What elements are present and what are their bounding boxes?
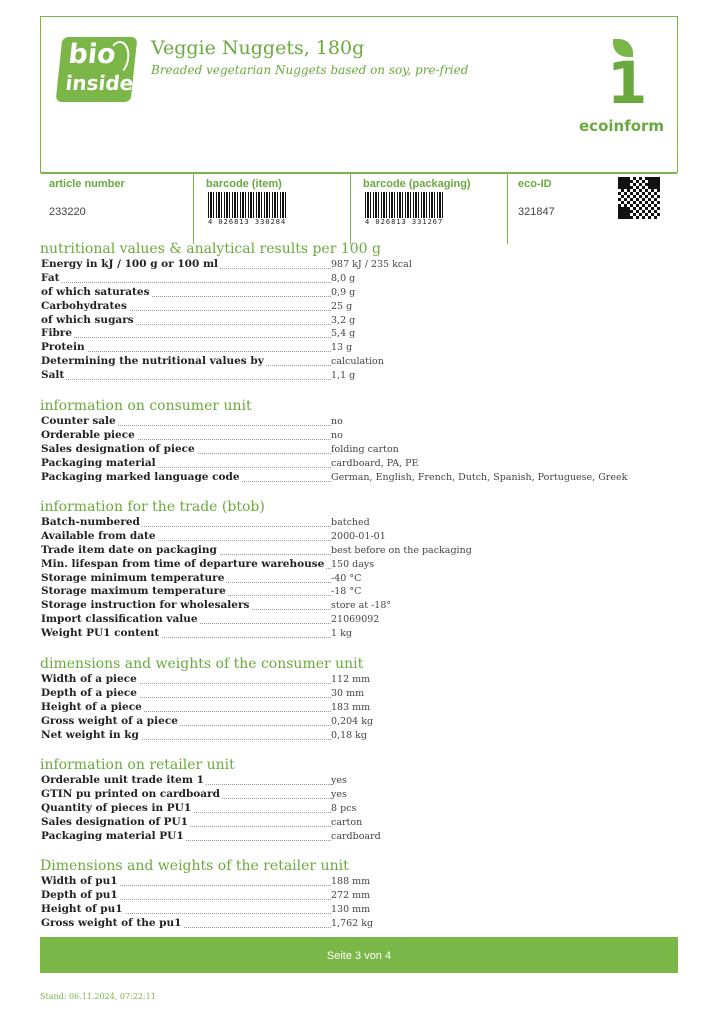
product-subtitle: Breaded vegetarian Nuggets based on soy, pre-fried <box>151 63 469 77</box>
row-label: Orderable unit trade item 1 <box>41 774 204 786</box>
data-row <box>40 788 680 802</box>
row-label: Import classification value <box>41 613 198 626</box>
section-title: information on retailer unit <box>40 757 235 773</box>
row-label: Storage instruction for wholesalers <box>41 599 250 612</box>
data-row <box>40 729 680 743</box>
row-label: Batch-numbered <box>41 516 140 528</box>
article-number-label: article number <box>49 178 125 190</box>
row-label: of which sugars <box>41 313 134 326</box>
row-label: Counter sale <box>41 415 116 427</box>
row-value: folding carton <box>331 443 399 455</box>
row-label: Available from date <box>41 529 156 542</box>
section <box>40 240 680 383</box>
data-row <box>40 471 680 485</box>
data-row <box>40 889 680 903</box>
row-value: no <box>331 416 343 427</box>
row-value: 0,9 g <box>331 286 356 298</box>
data-row <box>40 585 680 599</box>
data-row <box>40 816 680 830</box>
data-row <box>40 429 680 443</box>
row-value: no <box>331 429 343 441</box>
qr-code-icon <box>618 177 660 219</box>
row-value: best before on the packaging <box>331 544 472 556</box>
dotted-leader <box>41 379 331 380</box>
row-value: -40 °C <box>331 572 362 584</box>
section <box>40 397 680 484</box>
row-label: GTIN pu printed on cardboard <box>41 787 220 800</box>
dotted-leader <box>41 337 331 338</box>
section <box>40 655 680 742</box>
data-row <box>40 774 680 788</box>
section-title: information on consumer unit <box>40 398 252 414</box>
row-value: 13 g <box>331 342 353 354</box>
data-row <box>40 272 680 286</box>
row-label: Carbohydrates <box>41 299 127 312</box>
data-row <box>40 544 680 558</box>
barcode-item-cell <box>194 174 351 244</box>
barcode-item-number: 4 026813 330284 <box>208 218 287 226</box>
row-label: of which saturates <box>41 285 150 298</box>
row-label: Energy in kJ / 100 g or 100 ml <box>41 258 219 270</box>
data-row <box>40 572 680 586</box>
section-title: dimensions and weights of the consumer unit <box>40 656 364 672</box>
row-value: store at -18° <box>331 600 392 612</box>
row-value: yes <box>331 788 347 800</box>
row-label: Protein <box>41 341 85 354</box>
row-value: 8 pcs <box>331 802 357 814</box>
section-title: Dimensions and weights of the retailer unit <box>40 858 349 874</box>
data-row <box>40 355 680 369</box>
ecoinform-logo <box>579 39 663 139</box>
row-value: 8,0 g <box>331 272 356 284</box>
ecoinform-wordmark: ecoinform <box>579 117 665 135</box>
product-title: Veggie Nuggets, 180g <box>151 37 365 59</box>
article-number-cell <box>41 174 194 244</box>
row-value: cardboard, PA, PE <box>331 457 419 469</box>
row-value: -18 °C <box>331 586 362 598</box>
bio-inside-logo <box>56 37 138 102</box>
row-value: 30 mm <box>331 687 365 699</box>
row-value: 1,1 g <box>331 370 356 382</box>
barcode-packaging-cell <box>351 174 508 244</box>
row-label: Height of a piece <box>41 700 142 713</box>
row-label: Storage minimum temperature <box>41 571 225 584</box>
row-label: Packaging material <box>41 456 156 469</box>
row-label: Weight PU1 content <box>41 627 160 640</box>
row-value: 2000-01-01 <box>331 530 386 542</box>
row-label: Quantity of pieces in PU1 <box>41 801 192 814</box>
barcode-item-label: barcode (item) <box>206 178 282 190</box>
data-row <box>40 673 680 687</box>
data-row <box>40 802 680 816</box>
row-value: 183 mm <box>331 701 371 713</box>
data-row <box>40 415 680 429</box>
row-label: Determining the nutritional values by <box>41 355 264 368</box>
section <box>40 756 680 843</box>
article-number-value: 233220 <box>49 206 86 218</box>
data-row <box>40 613 680 627</box>
data-row <box>40 314 680 328</box>
row-value: 1 kg <box>331 628 352 640</box>
data-row <box>40 599 680 613</box>
row-label: Sales designation of piece <box>41 442 195 455</box>
data-row <box>40 558 680 572</box>
row-label: Gross weight of the pu1 <box>41 916 182 929</box>
data-row <box>40 830 680 844</box>
row-label: Salt <box>41 369 65 382</box>
row-value: 3,2 g <box>331 314 356 326</box>
data-row <box>40 516 680 530</box>
data-row <box>40 701 680 715</box>
data-row <box>40 300 680 314</box>
ecoinform-digit: 1 <box>607 49 648 117</box>
page-footer-bar <box>40 937 678 973</box>
row-value: 112 mm <box>331 674 371 685</box>
barcode-packaging-icon <box>365 192 443 218</box>
row-value: batched <box>331 517 370 528</box>
row-label: Min. lifespan from time of departure warehouse <box>41 557 325 570</box>
data-row <box>40 341 680 355</box>
row-value: 5,4 g <box>331 328 356 340</box>
row-value: 0,18 kg <box>331 729 368 741</box>
row-value: 987 kJ / 235 kcal <box>331 259 412 270</box>
dotted-leader <box>41 282 331 283</box>
row-label: Net weight in kg <box>41 728 139 741</box>
row-label: Fat <box>41 271 60 284</box>
row-value: yes <box>331 775 347 786</box>
row-label: Packaging marked language code <box>41 470 240 483</box>
data-row <box>40 443 680 457</box>
logo-line-2: inside <box>64 71 135 95</box>
row-label: Sales designation of PU1 <box>41 815 188 828</box>
data-row <box>40 327 680 341</box>
row-label: Width of pu1 <box>41 875 118 887</box>
row-label: Gross weight of a piece <box>41 714 178 727</box>
section-title: nutritional values & analytical results per 100 g <box>40 241 381 257</box>
row-value: carton <box>331 816 363 828</box>
row-value: cardboard <box>331 830 381 842</box>
row-label: Depth of a piece <box>41 686 137 699</box>
page-number: Seite 3 von 4 <box>326 950 392 962</box>
row-value: 21069092 <box>331 614 380 626</box>
data-row <box>40 875 680 889</box>
row-value: 25 g <box>331 300 353 312</box>
section-title: information for the trade (btob) <box>40 499 265 515</box>
product-header <box>40 16 678 226</box>
row-value: 272 mm <box>331 889 371 901</box>
section <box>40 857 680 931</box>
stand-timestamp: Stand: 06.11.2024, 07:22:11 <box>40 992 156 1001</box>
barcode-item-icon <box>208 192 286 218</box>
data-row <box>40 530 680 544</box>
id-row <box>41 173 677 244</box>
row-value: 150 days <box>331 558 375 570</box>
data-row <box>40 258 680 272</box>
row-label: Height of pu1 <box>41 902 123 915</box>
data-row <box>40 457 680 471</box>
eco-id-value: 321847 <box>518 206 555 218</box>
data-row <box>40 687 680 701</box>
row-value: 1,762 kg <box>331 917 374 929</box>
data-row <box>40 286 680 300</box>
data-row <box>40 903 680 917</box>
row-label: Fibre <box>41 327 72 340</box>
row-label: Orderable piece <box>41 428 135 441</box>
barcode-packaging-label: barcode (packaging) <box>363 178 471 190</box>
eco-id-cell <box>508 174 608 244</box>
row-value: 130 mm <box>331 903 371 915</box>
row-value: 188 mm <box>331 876 371 887</box>
row-value: calculation <box>331 356 384 368</box>
row-label: Width of a piece <box>41 673 137 685</box>
data-row <box>40 369 680 383</box>
row-value: 0,204 kg <box>331 715 374 727</box>
row-label: Trade item date on packaging <box>41 543 217 556</box>
eco-id-label: eco-ID <box>518 178 552 190</box>
data-row <box>40 917 680 931</box>
data-row <box>40 627 680 641</box>
row-label: Depth of pu1 <box>41 888 118 901</box>
data-row <box>40 715 680 729</box>
logo-line-1: bio <box>66 39 118 70</box>
barcode-packaging-number: 4 026813 331267 <box>365 218 444 226</box>
section <box>40 498 680 641</box>
row-label: Packaging material PU1 <box>41 829 184 842</box>
row-value: German, English, French, Dutch, Spanish, Portuguese, Greek <box>331 471 628 483</box>
row-label: Storage maximum temperature <box>41 585 226 598</box>
